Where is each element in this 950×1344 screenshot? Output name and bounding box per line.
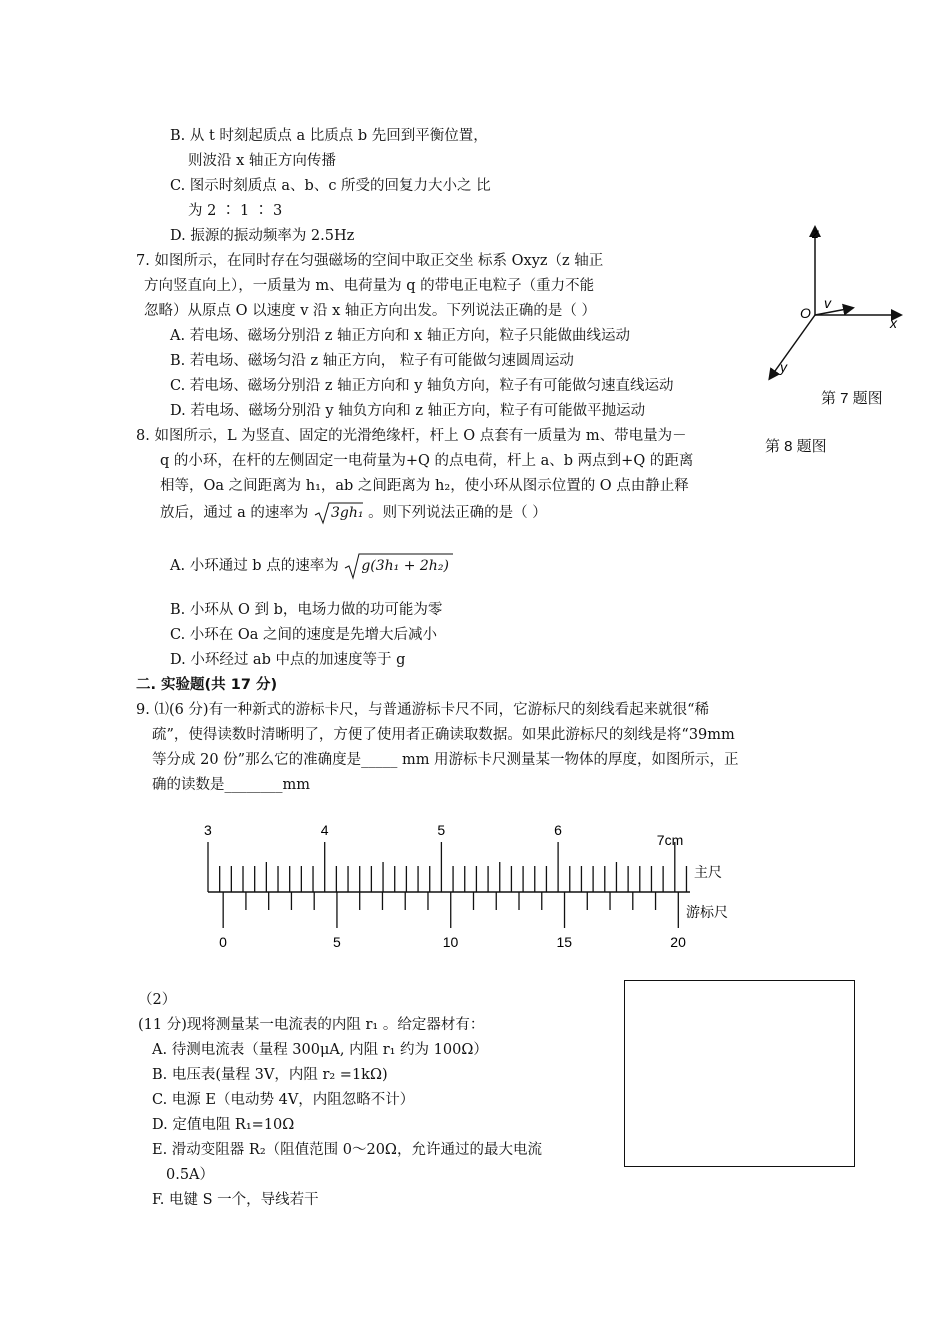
sqrt-3gh1-text: 3gh₁ (330, 505, 364, 521)
main-scale-ticks (208, 842, 686, 892)
vernier-scale-number: 15 (556, 934, 573, 950)
q9-p1-line4: 确的读数是________mm (152, 777, 310, 793)
vernier-caliper-figure (190, 815, 760, 960)
q6-option-d: D. 振源的振动频率为 2.5Hz (170, 228, 355, 244)
y-axis (770, 315, 815, 378)
q6-option-b-line2: 则波沿 x 轴正方向传播 (188, 153, 336, 169)
sqrt-b-speed (343, 552, 449, 580)
q9-item-d: D. 定值电阻 R₁=10Ω (152, 1117, 295, 1133)
q8-stem-line3: 相等，Oa 之间距离为 h₁，ab 之间距离为 h₂，使小环从图示位置的 O 点由静止释 (160, 478, 689, 494)
vernier-scale-numbers (219, 934, 686, 950)
q9-item-e-line2: 0.5A） (166, 1167, 215, 1183)
circuit-answer-box[interactable] (624, 980, 855, 1167)
q7-figure-caption: 第 7 题图 (821, 390, 883, 407)
q6-option-c-line2: 为 2 ∶ 1 ∶ 3 (188, 203, 283, 219)
main-scale-number: 7cm (656, 832, 684, 848)
y-axis-label: y (780, 359, 787, 375)
q9-item-a: A. 待测电流表（量程 300μA, 内阻 r₁ 约为 100Ω） (152, 1042, 488, 1058)
origin-label: O (800, 305, 811, 321)
section-title: 二. 实验题(共 17 分) (136, 677, 278, 693)
q8-stem-line4 (160, 501, 547, 525)
q9-item-c: C. 电源 E（电动势 4V，内阻忽略不计） (152, 1092, 415, 1108)
velocity-label: v (824, 295, 831, 311)
sqrt-b-speed-text: g(3h₁ + 2h₂) (361, 558, 449, 574)
main-scale-number: 3 (204, 822, 212, 838)
vernier-scale-number: 0 (219, 934, 227, 950)
vernier-scale-number: 5 (332, 934, 341, 950)
q9-p1-line3: 等分成 20 份”那么它的准确度是_____ mm 用游标卡尺测量某一物体的厚度，如图所示，正 (152, 752, 739, 768)
q8-figure-caption: 第 8 题图 (765, 438, 827, 455)
q8-option-d: D. 小环经过 ab 中点的加速度等于 g (170, 652, 406, 668)
q7-option-b: B. 若电场、磁场匀沿 z 轴正方向， 粒子有可能做匀速圆周运动 (170, 353, 574, 369)
vernier-scale-number: 20 (670, 934, 686, 950)
q8-option-a (170, 552, 449, 580)
q7-stem-line2: 方向竖直向上），一质量为 m、电荷量为 q 的带电正电粒子（重力不能 (144, 278, 595, 294)
q8-stem-line2: q 的小环，在杆的左侧固定一电荷量为+Q 的点电荷，杆上 a、b 两点到+Q 的距离 (160, 453, 694, 469)
main-scale-number: 5 (437, 822, 446, 838)
q7-option-c: C. 若电场、磁场分别沿 z 轴正方向和 y 轴负方向，粒子有可能做匀速直线运动 (170, 378, 674, 394)
q9-p2-number: （2） (138, 992, 177, 1008)
q8-option-c: C. 小环在 Oa 之间的速度是先增大后减小 (170, 627, 438, 643)
q9-p2-line1: (11 分)现将测量某一电流表的内阻 r₁ 。给定器材有： (138, 1017, 485, 1033)
velocity-arrow (815, 308, 852, 315)
q6-option-c-line1: C. 图示时刻质点 a、b、c 所受的回复力大小之 比 (170, 178, 491, 194)
q9-item-e-line1: E. 滑动变阻器 R₂（阻值范围 0～20Ω，允许通过的最大电流 (152, 1142, 542, 1158)
vernier-scale-number: 10 (442, 934, 459, 950)
q7-stem-line3: 忽略）从原点 O 以速度 v 沿 x 轴正方向出发。下列说法正确的是（ ） (144, 303, 597, 319)
q8-option-b: B. 小环从 O 到 b，电场力做的功可能为零 (170, 602, 443, 618)
q9-p1-line1: 9. ⑴(6 分)有一种新式的游标卡尺，与普通游标卡尺不同，它游标尺的刻线看起来就很“稀 (136, 702, 710, 718)
q9-item-b: B. 电压表(量程 3V，内阻 r₂ =1kΩ) (152, 1067, 388, 1083)
q9-item-f: F. 电键 S 一个，导线若干 (152, 1192, 319, 1208)
z-axis-label: z (812, 225, 819, 241)
main-scale-number: 4 (320, 822, 329, 838)
q6-option-b-line1: B. 从 t 时刻起质点 a 比质点 b 先回到平衡位置， (170, 128, 488, 144)
q7-option-d: D. 若电场、磁场分别沿 y 轴负方向和 z 轴正方向，粒子有可能做平抛运动 (170, 403, 646, 419)
q7-axes-figure (760, 220, 920, 390)
q7-option-a: A. 若电场、磁场分别沿 z 轴正方向和 x 轴正方向，粒子只能做曲线运动 (170, 328, 630, 344)
x-axis-label: x (890, 315, 897, 331)
main-scale-number: 6 (554, 822, 562, 838)
q8-stem-line1: 8. 如图所示，L 为竖直、固定的光滑绝缘杆，杆上 O 点套有一质量为 m、带电量为－ (136, 428, 687, 444)
q8-option-a-prefix: A. 小环通过 b 点的速率为 (170, 558, 339, 574)
q8-line4-suffix: 。则下列说法正确的是（ ） (368, 505, 547, 521)
main-scale-label: 主尺 (694, 864, 722, 880)
q8-line4-prefix: 放后，通过 a 的速率为 (160, 505, 309, 521)
sqrt-3gh1 (313, 501, 364, 525)
q9-p1-line2: 疏”，使得读数时清晰明了，方便了使用者正确读取数据。如果此游标尺的刻线是将“39mm (152, 727, 735, 743)
vernier-scale-ticks (223, 892, 678, 928)
q7-stem-line1: 7. 如图所示，在同时存在匀强磁场的空间中取正交坐 标系 Oxyz（z 轴正 (136, 253, 604, 269)
main-scale-numbers (204, 822, 683, 848)
vernier-scale-label: 游标尺 (686, 904, 728, 920)
